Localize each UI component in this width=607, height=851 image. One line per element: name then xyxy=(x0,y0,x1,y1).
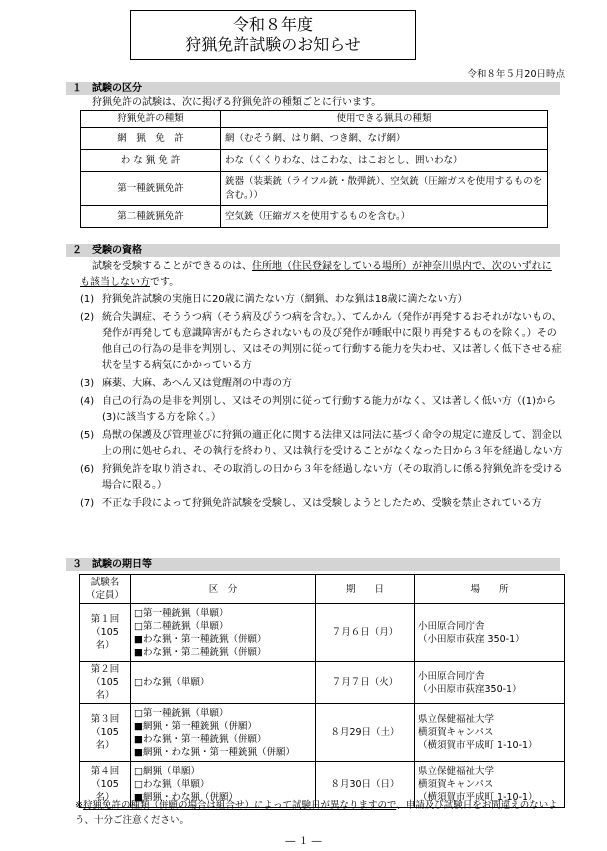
list-item xyxy=(80,310,564,374)
category-item: ■わな猟・第一種銃猟（併願） xyxy=(134,633,267,645)
exam-place xyxy=(415,604,565,662)
exam-date: ８月30日（日） xyxy=(316,762,415,808)
exam-date: ７月７日（火） xyxy=(316,662,415,704)
item-number: (3) xyxy=(80,378,95,389)
column-header-exam-line2: （定員） xyxy=(85,590,124,601)
page-title: 狩猟免許試験のお知らせ xyxy=(185,35,361,54)
column-header-exam-line1: 試験名 xyxy=(90,577,120,588)
category-item: □わな猟（単願） xyxy=(134,779,210,790)
intro-text: 試験を受験することができるのは、 xyxy=(92,261,252,272)
category-item: ■網猟・わな猟（併願） xyxy=(134,792,238,803)
exam-categories xyxy=(131,604,316,662)
item-text: 狩猟免許試験の実施日に20歳に満たない方（網猟、わな猟は18歳に満たない方） xyxy=(102,294,468,305)
item-number: (1) xyxy=(80,294,95,305)
license-type: 第二種銃猟免許 xyxy=(81,206,221,228)
note-mark: ※ xyxy=(75,800,83,811)
exam-number: 第２回 xyxy=(90,664,120,675)
place-line: （横須賀市平成町 1-10-1） xyxy=(418,740,538,751)
license-tools: 網（むそう網、はり網、つき網、なげ網） xyxy=(221,128,548,150)
license-type: 網 猟 免 許 xyxy=(81,128,221,150)
item-number: (2) xyxy=(80,312,95,323)
exam-categories xyxy=(131,704,316,762)
section1-intro: 狩猟免許の試験は、次に掲げる狩猟免許の種類ごとに行います。 xyxy=(92,97,382,108)
category-item: □第一種銃猟（単願） xyxy=(134,607,229,619)
table-row xyxy=(81,206,548,228)
exam-capacity: （105 名） xyxy=(91,779,119,803)
section2-intro xyxy=(80,259,556,291)
list-item xyxy=(80,376,564,392)
category-item: □第一種銃猟（単願） xyxy=(134,707,229,719)
table-header-row xyxy=(80,575,565,604)
item-number: (5) xyxy=(80,430,95,441)
column-header-place: 場 所 xyxy=(415,575,565,604)
place-line: （横須賀市平成町 1-10-1） xyxy=(418,792,538,803)
item-text: 鳥獣の保護及び管理並びに狩猟の適正化に関する法律又は同法に基づく命令の規定に違反して、罰金以上の刑に処せられ、その執行を終わり、又は執行を受けることがなくなった日から３年を経過しない方 xyxy=(102,430,563,457)
exam-place xyxy=(415,662,565,704)
page-number: ― １ ― xyxy=(285,836,322,847)
exam-date: ７月６日（月） xyxy=(316,604,415,662)
table-row xyxy=(81,150,548,172)
category-item: ■網猟・第一種銃猟（併願） xyxy=(134,720,257,732)
column-header: 使用できる猟具の種類 xyxy=(221,111,548,128)
license-type: わ な 猟 免 許 xyxy=(81,150,221,172)
title-box xyxy=(130,10,416,60)
license-tools: 空気銃（圧縮ガスを使用するものを含む。） xyxy=(221,206,548,228)
item-number: (6) xyxy=(80,464,95,475)
place-line: 県立保健福祉大学 xyxy=(418,714,495,725)
table-row xyxy=(80,662,565,704)
notice-note xyxy=(75,798,575,828)
list-item xyxy=(80,428,564,460)
item-number: (7) xyxy=(80,498,95,509)
column-header-category: 区 分 xyxy=(131,575,316,604)
list-item xyxy=(80,394,564,426)
place-line: 県立保健福祉大学 xyxy=(418,766,495,777)
exam-number: 第３回 xyxy=(90,714,120,725)
exam-capacity: （105 名） xyxy=(91,677,119,701)
note-text: 、申請及び試験日をお間違えのないよう、十分ご注意ください。 xyxy=(75,800,558,826)
section1-heading: １ 試験の区分 xyxy=(66,82,560,95)
place-line: 横須賀キャンパス xyxy=(418,727,494,738)
exam-capacity: （105 名） xyxy=(91,627,119,651)
section2-heading: ２ 受験の資格 xyxy=(66,244,560,257)
category-item: □第二種銃猟（単願） xyxy=(134,620,229,632)
section3-heading: ３ 試験の期日等 xyxy=(66,558,560,571)
place-line: 小田原合同庁舎 xyxy=(418,670,485,682)
list-item xyxy=(80,462,564,494)
table-header-row xyxy=(81,111,548,128)
column-header: 狩猟免許の種類 xyxy=(81,111,221,128)
exam-name xyxy=(80,704,131,762)
table-row xyxy=(81,172,548,206)
place-line: （小田原市荻窪350-1） xyxy=(418,683,522,695)
exam-schedule-table xyxy=(79,574,565,808)
exam-place xyxy=(415,704,565,762)
exam-number: 第４回 xyxy=(90,766,120,777)
exam-name xyxy=(80,604,131,662)
category-item: □わな猟（単願） xyxy=(134,677,210,688)
title-year: 令和８年度 xyxy=(232,15,313,34)
place-line: 横須賀キャンパス xyxy=(418,779,494,790)
category-item: ■網猟・わな猟・第一種銃猟（併願） xyxy=(134,746,295,758)
license-tools: 銃器（装薬銃（ライフル銃・散弾銃）、空気銃（圧縮ガスを使用するものを含む。）） xyxy=(221,172,548,206)
list-item xyxy=(80,292,564,308)
intro-underlined: 住所地（住民登録をしている場所）が神奈川県内で、次のいずれにも該当しない方 xyxy=(80,261,552,288)
as-of-date: 令和８年５月20日時点 xyxy=(467,69,565,80)
table-row xyxy=(80,604,565,662)
item-text: 不正な手段によって狩猟免許試験を受験し、又は受験しようとしたため、受験を禁止されている方 xyxy=(102,498,542,509)
intro-text-end: です。 xyxy=(150,277,180,288)
item-text: 自己の行為の是非を判別し、又はその判別に従って行動する能力がなく、又は著しく低い方（(1)から(3)に該当する方を除く。） xyxy=(102,396,556,423)
exam-name xyxy=(80,662,131,704)
table-row xyxy=(80,704,565,762)
category-item: ■わな猟・第一種銃猟（併願） xyxy=(134,733,267,745)
license-types-table xyxy=(80,110,548,228)
item-text: 統合失調症、そううつ病（そう病及びうつ病を含む。）、てんかん（発作が再発するおそれがないもの、発作が再発しても意識障害がもたらされないもの及び発作が睡眠中に限り再発するものを除く。）その他自己の行為の是非を判別し、又はその判別に従って行動する能力を失わせ、又は著しく低下させる症状を呈する病気にかかっている方 xyxy=(102,312,562,371)
list-item xyxy=(80,496,564,512)
category-item: ■わな猟・第二種銃猟（併願） xyxy=(134,646,267,658)
item-text: 麻薬、大麻、あへん又は覚醒剤の中毒の方 xyxy=(102,378,292,389)
place-line: （小田原市荻窪 350-1） xyxy=(418,633,525,645)
license-tools: わな（くくりわな、はこわな、はこおとし、囲いわな） xyxy=(221,150,548,172)
exam-date: ８月29日（土） xyxy=(316,704,415,762)
category-item: □網猟（単願） xyxy=(134,766,200,777)
column-header-date: 期 日 xyxy=(316,575,415,604)
item-text: 狩猟免許を取り消され、その取消しの日から３年を経過しない方（その取消しに係る狩猟免許を受ける場合に限る。） xyxy=(102,464,563,491)
exam-number: 第１回 xyxy=(90,614,120,625)
item-number: (4) xyxy=(80,396,95,407)
exam-capacity: （105 名） xyxy=(91,727,119,751)
note-underlined: 狩猟免許の種類（併願の場合は組合せ）によって試験日が異なりますので xyxy=(82,800,397,811)
column-header-exam xyxy=(80,575,131,604)
license-type: 第一種銃猟免許 xyxy=(81,172,221,206)
place-line: 小田原合同庁舎 xyxy=(418,620,485,632)
eligibility-list xyxy=(80,292,564,512)
exam-categories xyxy=(131,662,316,704)
table-row xyxy=(81,128,548,150)
